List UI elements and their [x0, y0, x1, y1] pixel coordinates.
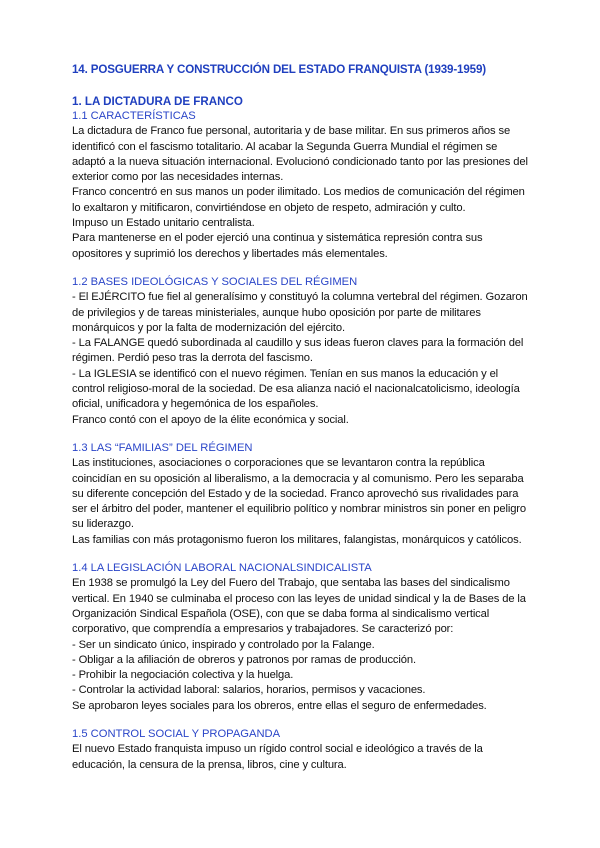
paragraph: Para mantenerse en el poder ejerció una continua y sistemática represión contra sus opositores y suprimió los derechos y libertades más elementales. [72, 232, 483, 260]
paragraph: - Controlar la actividad laboral: salarios, horarios, permisos y vacaciones. [72, 684, 426, 697]
spacer [72, 428, 528, 441]
paragraph: Se aprobaron leyes sociales para los obreros, entre ellas el seguro de enfermedades. [72, 699, 487, 712]
subsection-title: 1.4 LA LEGISLACIÓN LABORAL NACIONALSINDICALISTA [72, 562, 372, 575]
paragraph: - El EJÉRCITO fue fiel al generalísimo y constituyó la columna vertebral del régimen. Gozaron de privilegios y de tareas ministeriales, aunque hubo oposición por parte de militares monárquicos y por la falta de modernización del ejército. [72, 291, 528, 334]
subsection-1-3 [72, 441, 528, 548]
paragraph: - La IGLESIA se identificó con el nuevo régimen. Tenían en sus manos la educación y el control religioso-moral de la sociedad. De esa alianza nació el nacionalcatolicismo, ideología oficial, unificadora y hegemónica de los españoles. [72, 367, 520, 411]
subsection-1-4 [72, 561, 528, 714]
paragraph: Impuso un Estado unitario centralista. [72, 217, 255, 230]
paragraph: La dictadura de Franco fue personal, autoritaria y de base militar. En sus primeros años se identificó con el fascismo totalitario. Al acabar la Segunda Guerra Mundial el régimen se adaptó a la nueva situación internacional. Evolucionó condicionado tanto por las presiones del exterior como por las necesidades internas. [72, 125, 528, 184]
subsection-title: 1.1 CARACTERÍSTICAS [72, 110, 196, 122]
subsection-title: 1.3 LAS “FAMILIAS” DEL RÉGIMEN [72, 441, 253, 454]
subsection-title: 1.2 BASES IDEOLÓGICAS Y SOCIALES DEL RÉGIMEN [72, 275, 358, 288]
subsection-1-1 [72, 109, 528, 262]
paragraph: - Obligar a la afiliación de obreros y patronos por ramas de producción. [72, 653, 416, 666]
paragraph: - Prohibir la negociación colectiva y la huelga. [72, 669, 294, 682]
subsection-title: 1.5 CONTROL SOCIAL Y PROPAGANDA [72, 727, 281, 740]
paragraph: Franco concentró en sus manos un poder ilimitado. Los medios de comunicación del régimen lo exaltaron y mitificaron, convirtiéndose en objeto de respeto, admiración y culto. [72, 186, 525, 214]
subsection-1-2 [72, 275, 528, 428]
spacer [72, 714, 528, 727]
paragraph: Franco contó con el apoyo de la élite económica y social. [72, 413, 349, 426]
spacer [72, 548, 528, 561]
subsection-1-5 [72, 727, 528, 773]
paragraph: - La FALANGE quedó subordinada al caudillo y sus ideas fueron claves para la formación del régimen. Perdió peso tras la derrota del fascismo. [72, 337, 524, 365]
paragraph: En 1938 se promulgó la Ley del Fuero del Trabajo, que sentaba las bases del sindicalismo vertical. En 1940 se culminaba el proceso con las leyes de unidad sindical y la de Bases de la Organización Sindical Española (OSE), con que se daba forma al sindicalismo vertical corporativo, que comprendía a empresarios y trabajadores. Se caracterizó por: [72, 577, 526, 636]
paragraph: - Ser un sindicato único, inspirado y controlado por la Falange. [72, 638, 375, 651]
document-page [72, 62, 528, 773]
paragraph: Las familias con más protagonismo fueron los militares, falangistas, monárquicos y católicos. [72, 533, 522, 546]
paragraph: Las instituciones, asociaciones o corporaciones que se levantaron contra la república coincidían en su oposición al liberalismo, a la democracia y al comunismo. Pero les separaba su diferente concepción del Estado y de la sociedad. Franco aprovechó sus rivalidades para ser el árbitro del poder, mantener el equilibrio político y nombrar ministros sin poner en peligro su liderazgo. [72, 457, 527, 531]
section-title: 1. LA DICTADURA DE FRANCO [72, 95, 243, 108]
spacer [72, 262, 528, 275]
paragraph: El nuevo Estado franquista impuso un rígido control social e ideológico a través de la educación, la censura de la prensa, libros, cine y cultura. [72, 743, 483, 771]
document-title: 14. POSGUERRA Y CONSTRUCCIÓN DEL ESTADO FRANQUISTA (1939-1959) [72, 63, 486, 76]
